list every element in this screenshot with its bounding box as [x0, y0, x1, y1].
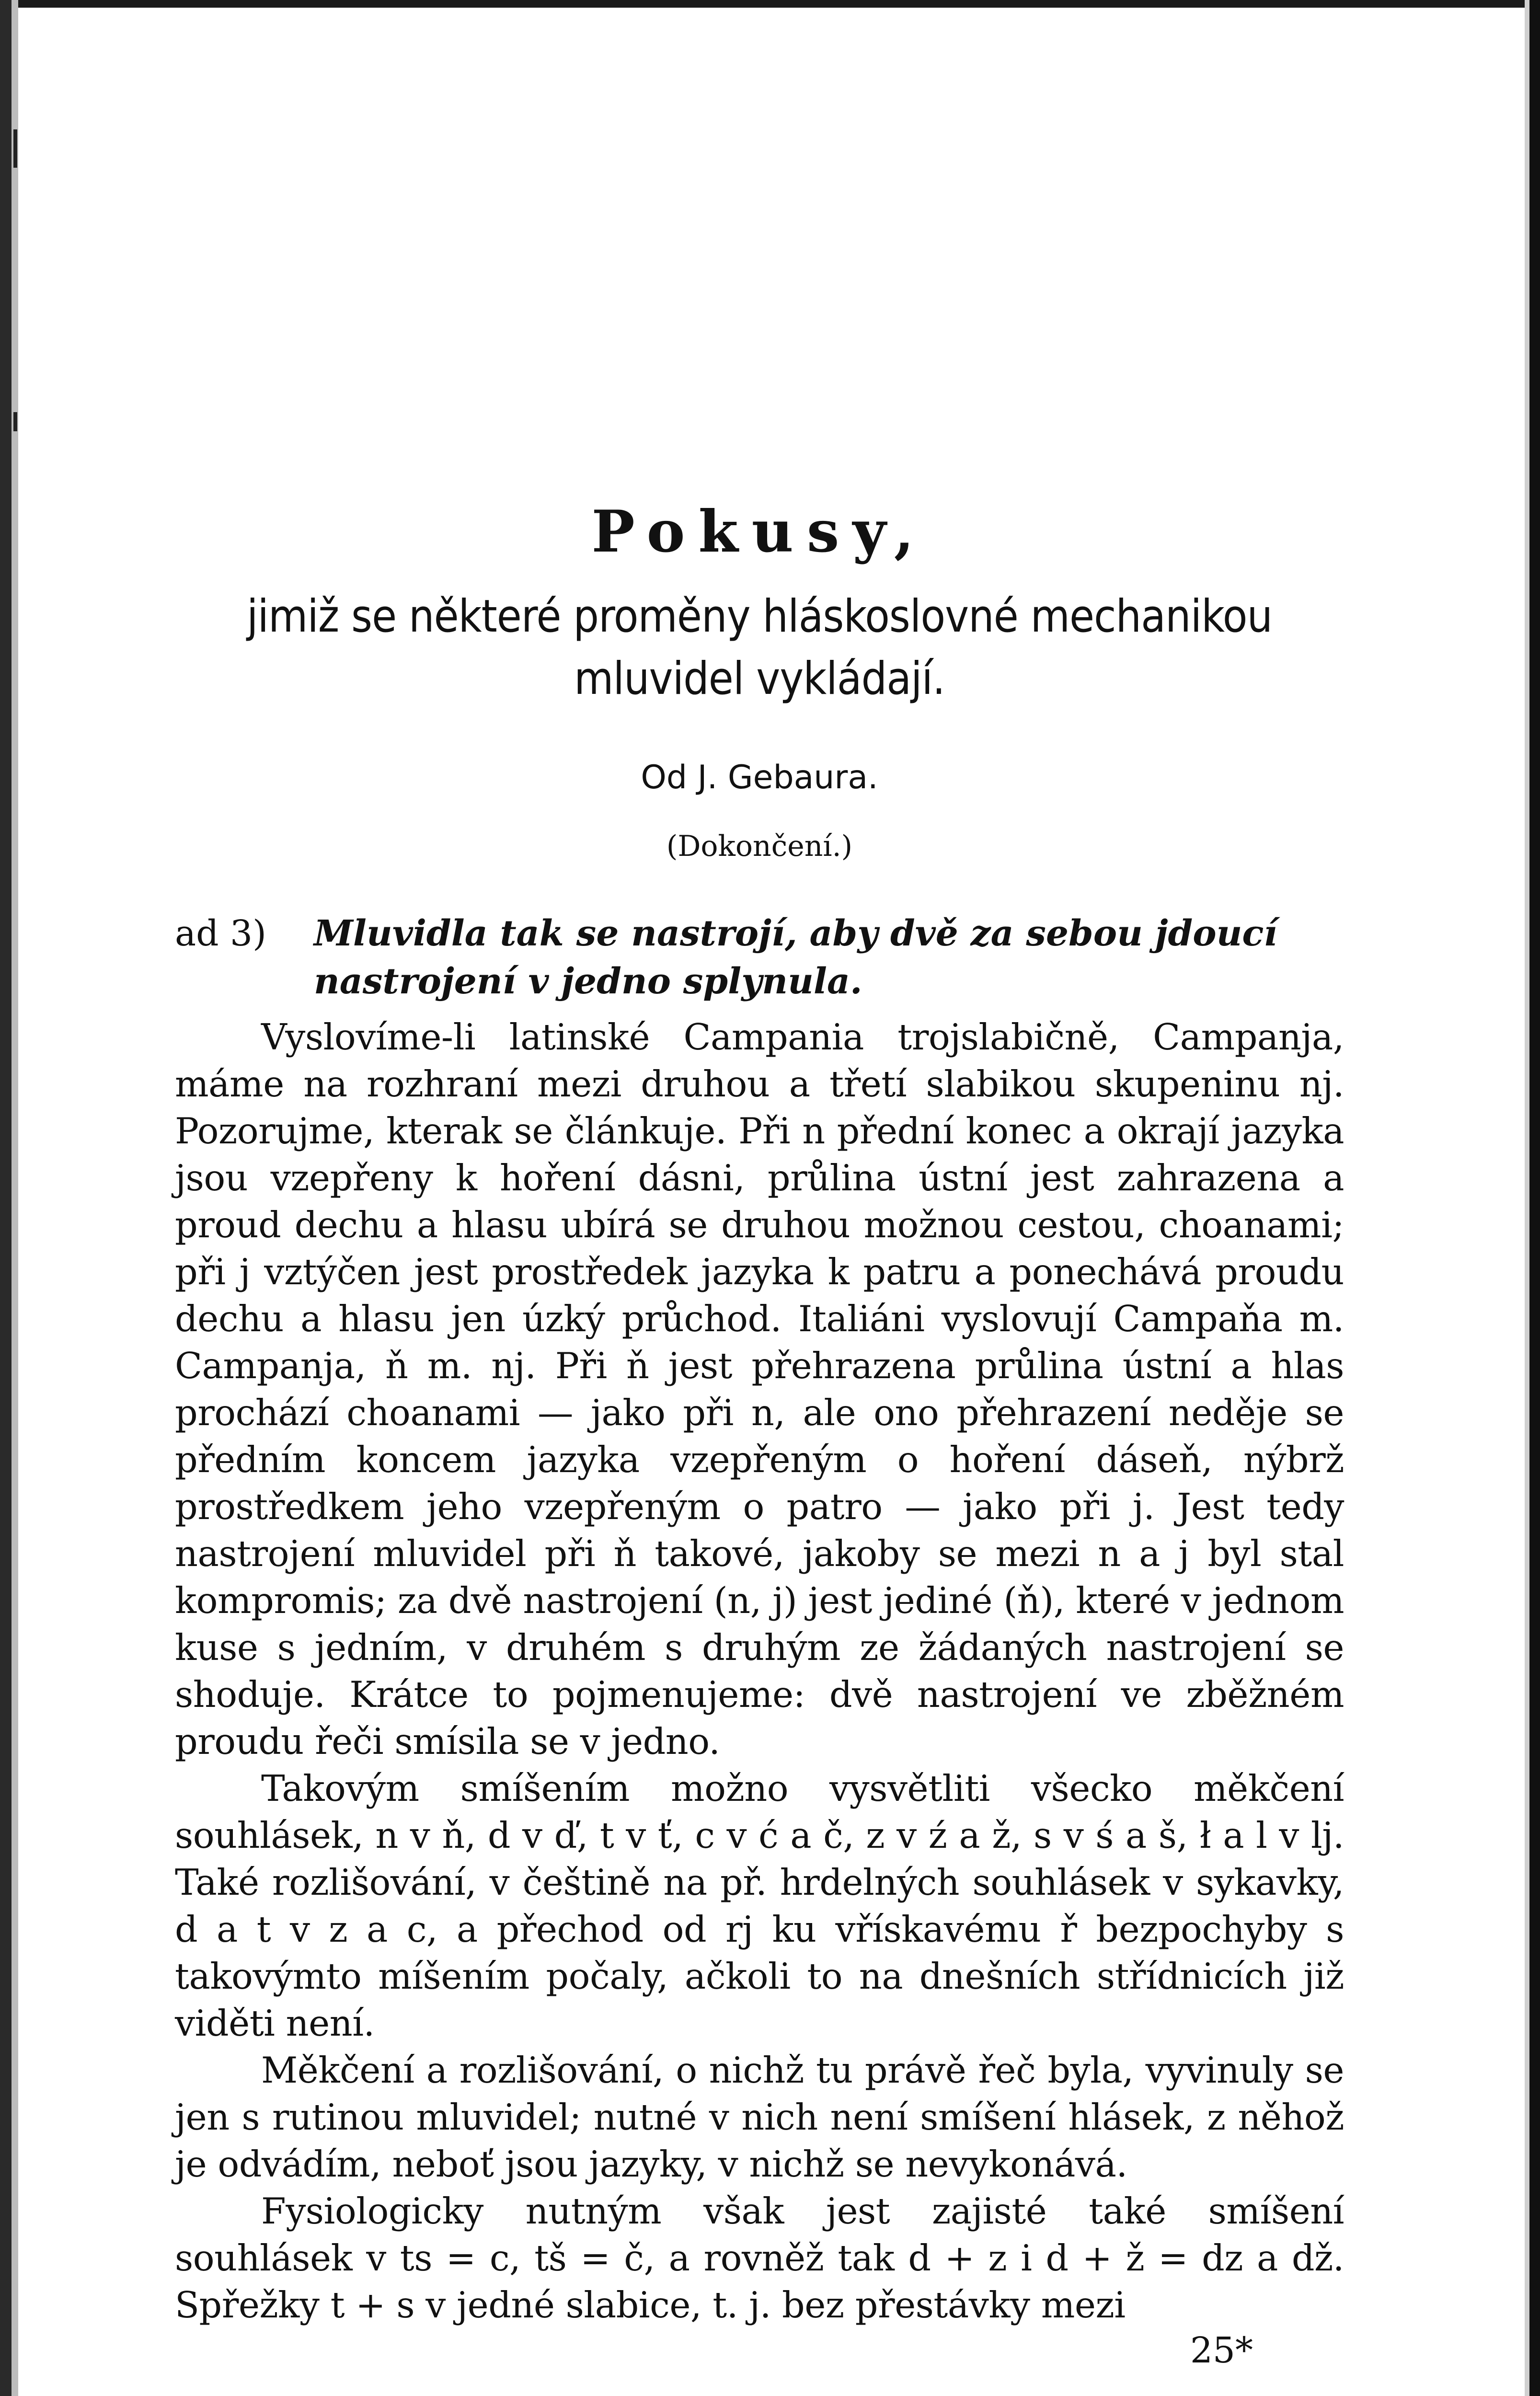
scan-mark	[13, 129, 17, 168]
scan-left-edge	[0, 0, 11, 2396]
scan-top-edge	[0, 0, 1540, 8]
article-title: Pokusy,	[591, 498, 928, 565]
article-subtitle: jimiž se některé proměny hláskoslovné mechanikou mluvidel vykládají.	[246, 590, 1273, 705]
section-number: ad 3)	[175, 913, 266, 954]
continuation-note: (Dokončení.)	[666, 829, 853, 863]
section-heading	[175, 910, 1344, 1005]
section-title: Mluvidla tak se nastrojí, aby dvě za sebou jdoucí nastrojení v jedno splynula.	[314, 913, 1277, 1002]
page	[175, 498, 1344, 2372]
scan-mark	[13, 412, 17, 431]
page-number: 25*	[1190, 2330, 1253, 2371]
paragraph: Vyslovíme-li latinské Campania trojslabičně, Campanja, máme na rozhraní mezi druhou a třetí slabikou skupeninu nj. Pozorujme, kterak se článkuje. Při n přední konec a okrají jazyka jsou vzepřeny k hoření dásni, průlina ústní jest zahrazena a proud dechu a hlasu ubírá se druhou možnou cestou, choanami; při j vztýčen jest prostředek jazyka k patru a ponechává proudu dechu a hlasu jen úzký průchod. Italiáni vyslovují Campaňa m. Campanja, ň m. nj. Při ň jest přehrazena průlina ústní a hlas prochází choanami — jako při n, ale ono přehrazení neděje se předním koncem jazyka vzepřeným o hoření dáseň, nýbrž prostředkem jeho vzepřeným o patro — jako při j. Jest tedy nastrojení mluvidel při ň takové, jakoby se mezi n a j byl stal kompromis; za dvě nastrojení (n, j) jest jediné (ň), které v jednom kuse s jedním, v druhém s druhým ze žádaných nastrojení se shoduje. Krátce to pojmenujeme: dvě nastrojení ve zběžném proudu řeči smísila se v jedno.	[175, 1016, 1344, 1762]
scan-right-shadow	[1525, 0, 1529, 2396]
paragraph: Takovým smíšením možno vysvětliti všecko měkčení souhlásek, n v ň, d v ď, t v ť, c v ć a č, z v ź a ž, s v ś a š, ł a l v lj. Také rozlišování, v češtině na př. hrdelných souhlásek v sykavky, d a t v z a c, a přechod od rj ku vřískavému ř bezpochyby s takovýmto míšením počaly, ačkoli to na dnešních střídnicích již viděti není.	[175, 1768, 1344, 2044]
paragraph: Fysiologicky nutným však jest zajisté také smíšení souhlásek v ts = c, tš = č, a rovněž tak d + z i d + ž = dz a dž. Spřežky t + s v jedné slabice, t. j. bez přestávky mezi	[175, 2190, 1344, 2326]
scan-left-shadow	[11, 0, 18, 2396]
paragraph: Měkčení a rozlišování, o nichž tu právě řeč byla, vyvinuly se jen s rutinou mluvidel; nutné v nich není smíšení hlásek, z něhož je odvádím, neboť jsou jazyky, v nichž se nevykonává.	[175, 2050, 1344, 2185]
author-line: Od J. Gebaura.	[641, 759, 878, 796]
scan-right-edge	[1529, 0, 1540, 2396]
